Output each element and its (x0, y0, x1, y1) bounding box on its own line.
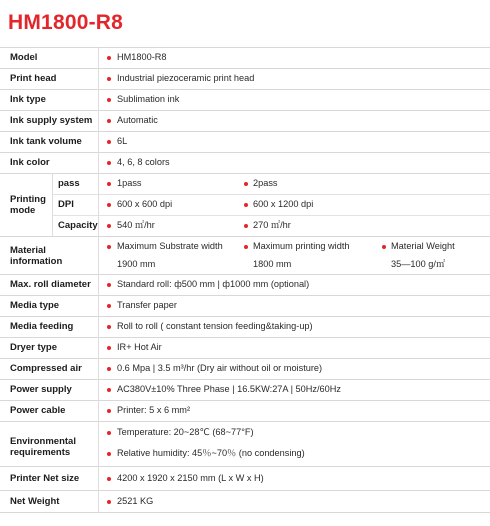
bullet-icon (107, 367, 111, 371)
divider (0, 131, 490, 132)
label-ink-tank: Ink tank volume (10, 136, 82, 147)
value-roll-diameter: Standard roll: ф500 mm | ф1000 mm (optional) (117, 279, 310, 289)
divider (0, 68, 490, 69)
bullet-icon (244, 203, 248, 207)
value-power-cable: Printer: 5 x 6 mm² (117, 405, 191, 415)
label-net-weight: Net Weight (10, 496, 60, 507)
divider (0, 173, 490, 174)
value-pass-2: 2pass (253, 178, 278, 188)
value-power-supply: AC380V±10% Three Phase | 16.5KW:27A | 50Hz/60Hz (117, 384, 341, 394)
material-value-printing: 1800 mm (253, 259, 292, 269)
value-dryer-type: IR+ Hot Air (117, 342, 162, 352)
value-net-weight: 2521 KG (117, 496, 154, 506)
label-ink-color: Ink color (10, 157, 50, 168)
value-compressed-air: 0.6 Mpa | 3.5 m³/hr (Dry air without oil or moisture) (117, 363, 323, 373)
divider (0, 421, 490, 422)
divider (0, 337, 490, 338)
bullet-icon (107, 56, 111, 60)
bullet-icon (107, 203, 111, 207)
value-ink-supply: Automatic (117, 115, 158, 125)
bullet-icon (244, 182, 248, 186)
material-value-weight: 35—100 g/㎡ (391, 259, 446, 269)
divider (0, 236, 490, 237)
bullet-icon (244, 224, 248, 228)
value-temperature: Temperature: 20~28℃ (68~77°F) (117, 427, 254, 437)
value-media-type: Transfer paper (117, 300, 177, 310)
value-media-feeding: Roll to roll ( constant tension feeding&taking-up) (117, 321, 313, 331)
label-media-type: Media type (10, 300, 60, 311)
bullet-icon (107, 98, 111, 102)
bullet-icon (107, 431, 111, 435)
divider (52, 194, 490, 195)
divider (0, 512, 490, 513)
bullet-icon (107, 140, 111, 144)
divider (0, 47, 490, 48)
label-dryer-type: Dryer type (10, 342, 57, 353)
value-model: HM1800-R8 (117, 52, 167, 62)
divider (0, 152, 490, 153)
value-humidity: Relative humidity: 45％~70％ (no condensing) (117, 448, 305, 458)
divider (0, 316, 490, 317)
bullet-icon (107, 224, 111, 228)
label-model: Model (10, 52, 38, 63)
column-separator (98, 47, 99, 512)
label-compressed-air: Compressed air (10, 363, 82, 374)
bullet-icon (107, 500, 111, 504)
bullet-icon (107, 452, 111, 456)
label-roll-diameter: Max. roll diameter (10, 279, 91, 290)
label-environmental: Environmental (10, 436, 76, 447)
label-printing-mode: Printing (10, 194, 46, 205)
divider (0, 89, 490, 90)
bullet-icon (107, 304, 111, 308)
value-dpi-1: 600 x 600 dpi (117, 199, 173, 209)
label-ink-supply: Ink supply system (10, 115, 93, 126)
value-pass-1: 1pass (117, 178, 142, 188)
bullet-icon (107, 346, 111, 350)
value-capacity-2: 270 ㎡/hr (253, 220, 291, 230)
label-environmental-line2: requirements (10, 447, 71, 458)
material-value-substrate: 1900 mm (117, 259, 156, 269)
divider (0, 379, 490, 380)
divider (0, 466, 490, 467)
divider (52, 215, 490, 216)
value-ink-tank: 6L (117, 136, 128, 146)
value-dpi-2: 600 x 1200 dpi (253, 199, 314, 209)
column-separator (52, 173, 53, 236)
value-ink-color: 4, 6, 8 colors (117, 157, 170, 167)
label-printing-mode-line2: mode (10, 205, 36, 216)
label-power-cable: Power cable (10, 405, 66, 416)
label-ink-type: Ink type (10, 94, 46, 105)
label-pass: pass (58, 178, 80, 189)
bullet-icon (107, 245, 111, 249)
material-header-weight: Material Weight (391, 241, 455, 251)
label-capacity: Capacity (58, 220, 98, 231)
label-material: Material (10, 245, 46, 256)
material-header-substrate: Maximum Substrate width (117, 241, 223, 251)
divider (0, 358, 490, 359)
label-net-size: Printer Net size (10, 473, 80, 484)
bullet-icon (107, 283, 111, 287)
divider (0, 295, 490, 296)
bullet-icon (107, 325, 111, 329)
value-net-size: 4200 x 1920 x 2150 mm (L x W x H) (117, 473, 264, 483)
divider (0, 490, 490, 491)
page-title: HM1800-R8 (8, 11, 124, 34)
bullet-icon (244, 245, 248, 249)
material-header-printing: Maximum printing width (253, 241, 350, 251)
label-material-line2: information (10, 256, 63, 267)
bullet-icon (107, 477, 111, 481)
bullet-icon (382, 245, 386, 249)
label-media-feeding: Media feeding (10, 321, 74, 332)
label-power-supply: Power supply (10, 384, 72, 395)
bullet-icon (107, 77, 111, 81)
divider (0, 274, 490, 275)
value-capacity-1: 540 ㎡/hr (117, 220, 155, 230)
bullet-icon (107, 161, 111, 165)
bullet-icon (107, 182, 111, 186)
value-ink-type: Sublimation ink (117, 94, 180, 104)
label-dpi: DPI (58, 199, 74, 210)
bullet-icon (107, 388, 111, 392)
bullet-icon (107, 409, 111, 413)
divider (0, 400, 490, 401)
value-print-head: Industrial piezoceramic print head (117, 73, 255, 83)
label-print-head: Print head (10, 73, 57, 84)
bullet-icon (107, 119, 111, 123)
divider (0, 110, 490, 111)
